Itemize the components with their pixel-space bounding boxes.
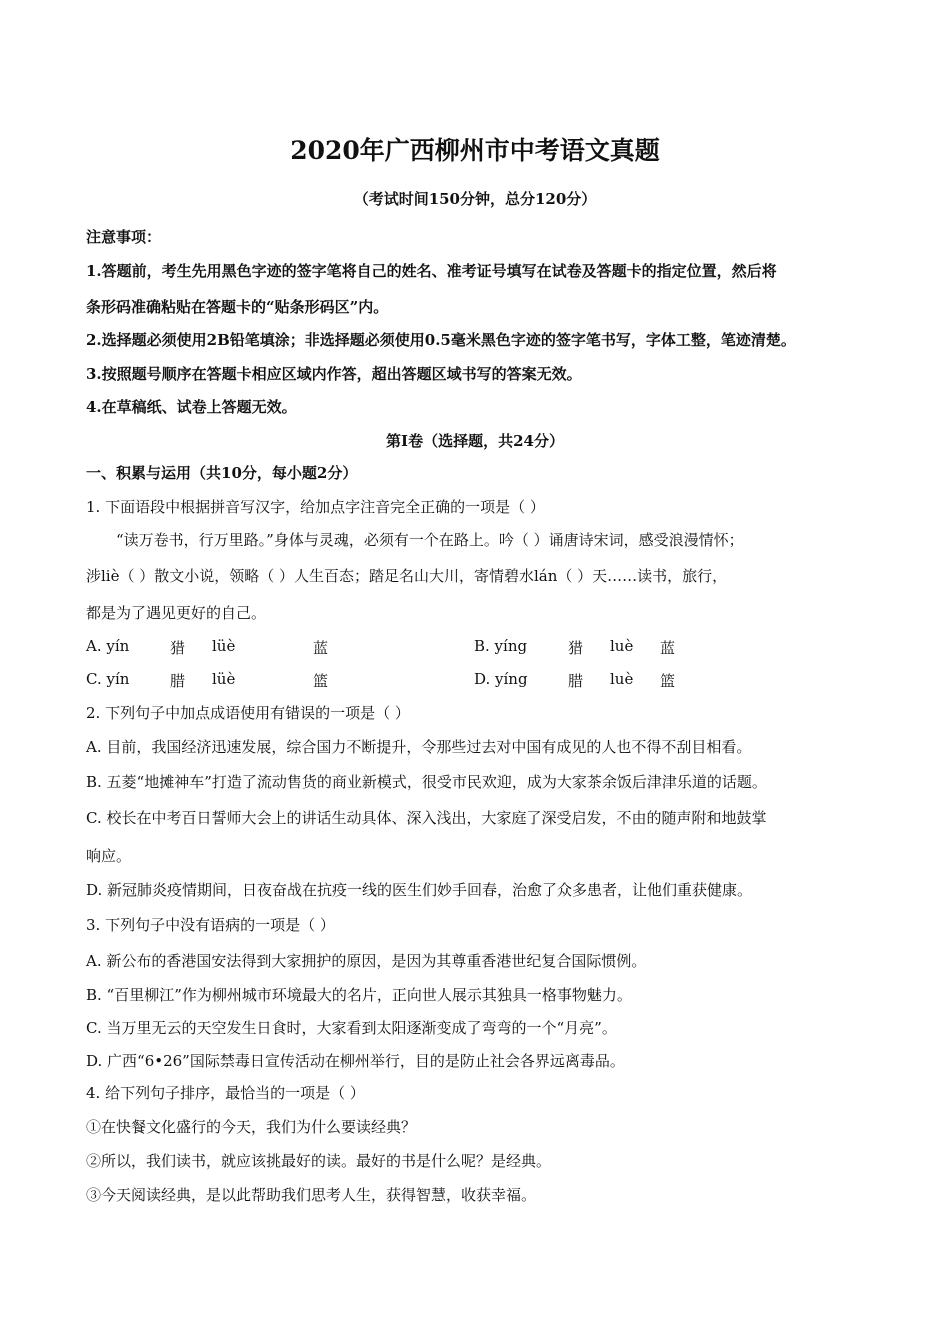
notice-heading: 注意事项： [86, 228, 162, 246]
q2-option-c-line-2: 响应。 [86, 847, 132, 865]
q1-stem: 1. 下面语段中根据拼音写汉字，给加点字注音完全正确的一项是（ ） [86, 498, 545, 516]
q4-sentence-2: ②所以，我们读书，就应该挑最好的读。最好的书是什么呢？是经典。 [86, 1152, 552, 1170]
q1-option-d-word-1: 腊 [568, 672, 584, 690]
q1-option-b-word-2: luè [610, 637, 634, 655]
q4-stem: 4. 给下列句子排序，最恰当的一项是（ ） [86, 1084, 365, 1102]
section-title: 第Ⅰ卷（选择题，共24分） [386, 432, 564, 450]
notice-item-4: 4.在草稿纸、试卷上答题无效。 [86, 398, 297, 416]
q3-option-b: B. “百里柳江”作为柳州城市环境最大的名片，正向世人展示其独具一格事物魅力。 [86, 986, 632, 1004]
q1-option-c-word-3: 篮 [313, 672, 329, 690]
q1-option-c-word-1: 腊 [170, 672, 186, 690]
q2-stem: 2. 下列句子中加点成语使用有错误的一项是（ ） [86, 704, 410, 722]
notice-item-1-line-1: 1.答题前，考生先用黑色字迹的签字笔将自己的姓名、准考证号填写在试卷及答题卡的指定位置，然后将 [86, 262, 777, 280]
q1-option-b-label: B. yíng [474, 637, 528, 655]
q3-stem: 3. 下列句子中没有语病的一项是（ ） [86, 916, 335, 934]
q2-option-c-line-1: C. 校长在中考百日誓师大会上的讲话生动具体、深入浅出，大家庭了深受启发，不由的随声附和地鼓掌 [86, 809, 767, 827]
page-title: 2020年广西柳州市中考语文真题 [290, 136, 660, 165]
q1-option-a-word-3: 蓝 [313, 639, 329, 657]
q3-option-a: A. 新公布的香港国安法得到大家拥护的原因，是因为其尊重香港世纪复合国际惯例。 [86, 952, 647, 970]
q1-option-a-word-2: lüè [212, 637, 236, 655]
q1-passage-line-3: 都是为了遇见更好的自己。 [86, 604, 267, 622]
q1-option-c-label: C. yín [86, 670, 130, 688]
q3-option-c: C. 当万里无云的天空发生日食时，大家看到太阳逐渐变成了弯弯的一个“月亮”。 [86, 1019, 617, 1037]
q1-option-a-label: A. yín [86, 637, 130, 655]
q1-option-d-word-2: luè [610, 670, 634, 688]
q1-option-b-word-3: 蓝 [660, 639, 676, 657]
q4-sentence-1: ①在快餐文化盛行的今天，我们为什么要读经典？ [86, 1118, 417, 1136]
notice-item-1-line-2: 条形码准确粘贴在答题卡的“贴条形码区”内。 [86, 298, 389, 316]
q1-option-a-word-1: 猎 [170, 639, 186, 657]
q3-option-d: D. 广西“6•26”国际禁毒日宣传活动在柳州举行，目的是防止社会各界远离毒品。 [86, 1052, 625, 1070]
q1-passage-line-1: “读万卷书，行万里路。”身体与灵魂，必须有一个在路上。吟（ ）诵唐诗宋词，感受浪漫情怀； [116, 531, 744, 549]
q1-passage-line-2: 涉liè（ ）散文小说，领略（ ）人生百态；踏足名山大川，寄情碧水lán（ ）天……读书，旅行， [86, 567, 728, 585]
q2-option-b: B. 五菱“地摊神车”打造了流动售货的商业新模式，很受市民欢迎，成为大家茶余饭后津津乐道的话题。 [86, 773, 767, 791]
q1-option-d-label: D. yíng [474, 670, 528, 688]
q4-sentence-3: ③今天阅读经典，是以此帮助我们思考人生，获得智慧，收获幸福。 [86, 1186, 537, 1204]
notice-item-3: 3.按照题号顺序在答题卡相应区域内作答，超出答题区域书写的答案无效。 [86, 365, 582, 383]
notice-item-2: 2.选择题必须使用2B铅笔填涂；非选择题必须使用0.5毫米黑色字迹的签字笔书写，字体工整，笔迹清楚。 [86, 331, 796, 349]
q1-option-b-word-1: 猎 [568, 639, 584, 657]
part-1-title: 一、积累与运用（共10分，每小题2分） [86, 464, 358, 482]
q1-option-d-word-3: 篮 [660, 672, 676, 690]
q1-option-c-word-2: lüè [212, 670, 236, 688]
exam-subtitle: （考试时间150分钟，总分120分） [353, 190, 597, 208]
q2-option-a: A. 目前，我国经济迅速发展，综合国力不断提升，令那些过去对中国有成见的人也不得不刮目相看。 [86, 738, 752, 756]
q2-option-d: D. 新冠肺炎疫情期间，日夜奋战在抗疫一线的医生们妙手回春，治愈了众多患者，让他们重获健康。 [86, 881, 753, 899]
